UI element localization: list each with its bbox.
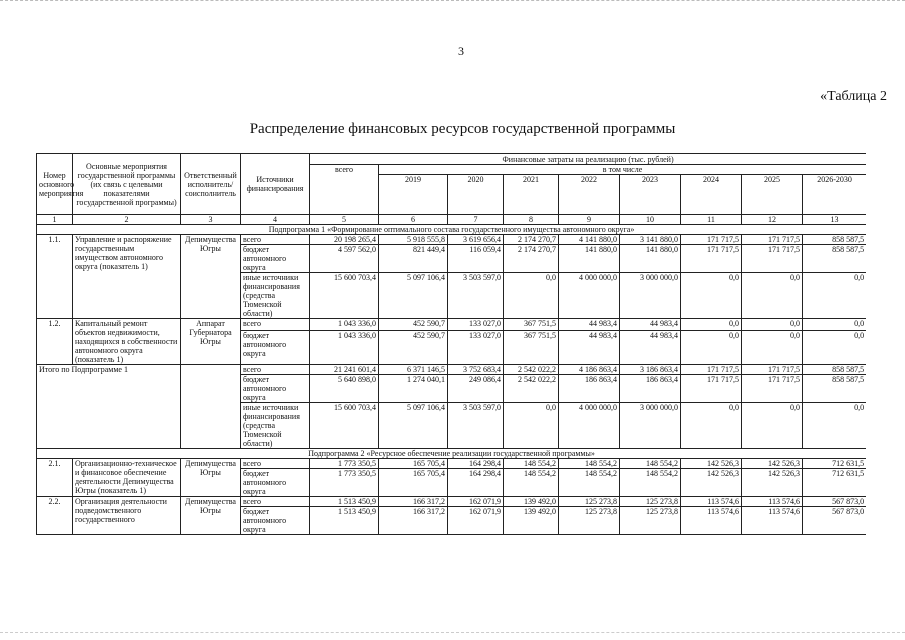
column-number: 7 (448, 215, 504, 225)
amount-cell: 166 317,2 (379, 507, 448, 535)
funding-source: бюджет автономного округа (241, 375, 310, 403)
amount-cell: 113 574,6 (742, 497, 803, 507)
amount-cell: 249 086,4 (448, 375, 504, 403)
amount-cell: 1 513 450,9 (310, 497, 379, 507)
event-number: 2.2. (37, 497, 73, 535)
amount-cell: 1 274 040,1 (379, 375, 448, 403)
table-row (37, 365, 867, 375)
amount-cell: 3 141 880,0 (620, 235, 681, 245)
amount-cell: 113 574,6 (681, 507, 742, 535)
amount-cell: 171 717,5 (742, 245, 803, 273)
column-number: 2 (73, 215, 181, 225)
funding-source: бюджет автономного округа (241, 469, 310, 497)
amount-cell: 0,0 (681, 319, 742, 331)
amount-cell: 148 554,2 (559, 459, 620, 469)
amount-cell: 116 059,4 (448, 245, 504, 273)
amount-cell: 141 880,0 (559, 245, 620, 273)
amount-cell: 139 492,0 (504, 497, 559, 507)
header-year: 2019 (379, 175, 448, 215)
column-number-row (37, 215, 867, 225)
column-number: 10 (620, 215, 681, 225)
amount-cell: 1 773 350,5 (310, 459, 379, 469)
subprogram-1-body (37, 235, 867, 449)
funding-source: иные источники финансирования (средства Тюменской области) (241, 273, 310, 319)
amount-cell: 171 717,5 (681, 375, 742, 403)
amount-cell: 3 752 683,4 (448, 365, 504, 375)
amount-cell: 113 574,6 (742, 507, 803, 535)
table-row (37, 459, 867, 469)
amount-cell: 44 983,4 (620, 319, 681, 331)
amount-cell: 0,0 (803, 331, 867, 365)
header-row-1 (37, 154, 867, 165)
subprogram-2-row (37, 449, 867, 459)
amount-cell: 142 526,3 (681, 469, 742, 497)
amount-cell: 3 503 597,0 (448, 403, 504, 449)
header-year: 2021 (504, 175, 559, 215)
event-name: Управление и распоряжение государственным имуществом автономного округа (показатель 1) (73, 235, 181, 319)
amount-cell: 0,0 (504, 403, 559, 449)
amount-cell: 4 597 562,0 (310, 245, 379, 273)
amount-cell: 165 705,4 (379, 469, 448, 497)
header-year: 2022 (559, 175, 620, 215)
amount-cell: 6 371 146,5 (379, 365, 448, 375)
column-number: 9 (559, 215, 620, 225)
amount-cell: 567 873,0 (803, 497, 867, 507)
subprogram-1-title: Подпрограмма 1 «Формирование оптимального состава государственного имущества автономного округа» (37, 225, 867, 235)
amount-cell: 452 590,7 (379, 319, 448, 331)
amount-cell: 171 717,5 (681, 365, 742, 375)
funding-source: иные источники финансирования (средства Тюменской области) (241, 403, 310, 449)
subprogram-1-row (37, 225, 867, 235)
amount-cell: 367 751,5 (504, 319, 559, 331)
amount-cell: 567 873,0 (803, 507, 867, 535)
funding-source: всего (241, 235, 310, 245)
funding-source: бюджет автономного округа (241, 245, 310, 273)
amount-cell: 186 863,4 (620, 375, 681, 403)
amount-cell: 148 554,2 (620, 459, 681, 469)
table-label: «Таблица 2 (820, 89, 887, 104)
executor-name: Депимущества Югры (181, 235, 241, 319)
amount-cell: 1 043 336,0 (310, 331, 379, 365)
amount-cell: 1 043 336,0 (310, 319, 379, 331)
header-year: 2020 (448, 175, 504, 215)
header-total: всего (310, 165, 379, 215)
amount-cell: 0,0 (742, 273, 803, 319)
amount-cell: 0,0 (681, 403, 742, 449)
amount-cell: 452 590,7 (379, 331, 448, 365)
amount-cell: 165 705,4 (379, 459, 448, 469)
amount-cell: 712 631,5 (803, 469, 867, 497)
event-name: Капитальный ремонт объектов недвижимости, находящихся в собственности автономного округа (показатель 1) (73, 319, 181, 365)
event-name: Организация деятельности подведомственного государственного (73, 497, 181, 535)
event-number: 1.2. (37, 319, 73, 365)
amount-cell: 44 983,4 (559, 319, 620, 331)
amount-cell: 148 554,2 (559, 469, 620, 497)
amount-cell: 133 027,0 (448, 319, 504, 331)
finance-table (36, 153, 866, 535)
amount-cell: 858 587,5 (803, 245, 867, 273)
amount-cell: 0,0 (803, 273, 867, 319)
amount-cell: 0,0 (803, 319, 867, 331)
amount-cell: 186 863,4 (559, 375, 620, 403)
amount-cell: 125 273,8 (620, 497, 681, 507)
amount-cell: 148 554,2 (504, 459, 559, 469)
funding-source: всего (241, 459, 310, 469)
amount-cell: 44 983,4 (559, 331, 620, 365)
amount-cell: 3 000 000,0 (620, 273, 681, 319)
amount-cell: 5 097 106,4 (379, 273, 448, 319)
amount-cell: 15 600 703,4 (310, 273, 379, 319)
funding-source: бюджет автономного округа (241, 331, 310, 365)
amount-cell: 20 198 265,4 (310, 235, 379, 245)
amount-cell: 0,0 (681, 273, 742, 319)
column-number: 4 (241, 215, 310, 225)
amount-cell: 2 542 022,2 (504, 365, 559, 375)
amount-cell: 44 983,4 (620, 331, 681, 365)
header-year: 2023 (620, 175, 681, 215)
header-incl: в том числе (379, 165, 867, 175)
amount-cell: 21 241 601,4 (310, 365, 379, 375)
amount-cell: 2 174 270,7 (504, 235, 559, 245)
page-number: 3 (458, 44, 464, 58)
scan-top-edge (0, 0, 905, 3)
total-label: Итого по Подпрограмме 1 (37, 365, 181, 449)
amount-cell: 4 186 863,4 (559, 365, 620, 375)
amount-cell: 3 186 863,4 (620, 365, 681, 375)
event-name: Организационно-техническое и финансовое обеспечение деятельности Депимущества Югры (показатель 1) (73, 459, 181, 497)
table-row (37, 319, 867, 331)
amount-cell: 0,0 (803, 403, 867, 449)
header-year: 2025 (742, 175, 803, 215)
amount-cell: 164 298,4 (448, 459, 504, 469)
amount-cell: 0,0 (504, 273, 559, 319)
column-number: 6 (379, 215, 448, 225)
funding-source: бюджет автономного округа (241, 507, 310, 535)
amount-cell: 171 717,5 (681, 235, 742, 245)
amount-cell: 5 640 898,0 (310, 375, 379, 403)
header-executor: Ответственный исполнитель/ соисполнитель (181, 154, 241, 215)
table-row (37, 235, 867, 245)
amount-cell: 858 587,5 (803, 235, 867, 245)
amount-cell: 2 542 022,2 (504, 375, 559, 403)
column-number: 11 (681, 215, 742, 225)
document-title: Распределение финансовых ресурсов государственной программы (249, 121, 676, 137)
amount-cell: 4 000 000,0 (559, 403, 620, 449)
amount-cell: 171 717,5 (681, 245, 742, 273)
executor-name: Аппарат Губернатора Югры (181, 319, 241, 365)
amount-cell: 3 503 597,0 (448, 273, 504, 319)
amount-cell: 1 773 350,5 (310, 469, 379, 497)
amount-cell: 125 273,8 (559, 497, 620, 507)
amount-cell: 858 587,5 (803, 375, 867, 403)
amount-cell: 162 071,9 (448, 497, 504, 507)
header-year: 2024 (681, 175, 742, 215)
column-number: 3 (181, 215, 241, 225)
amount-cell: 5 918 555,8 (379, 235, 448, 245)
funding-source: всего (241, 319, 310, 331)
amount-cell: 171 717,5 (742, 235, 803, 245)
amount-cell: 142 526,3 (742, 469, 803, 497)
amount-cell: 164 298,4 (448, 469, 504, 497)
amount-cell: 3 000 000,0 (620, 403, 681, 449)
table-row (37, 497, 867, 507)
amount-cell: 141 880,0 (620, 245, 681, 273)
finance-table-wrapper (36, 153, 866, 610)
column-number: 12 (742, 215, 803, 225)
amount-cell: 162 071,9 (448, 507, 504, 535)
header-fin-total: Финансовые затраты на реализацию (тыс. рублей) (310, 154, 867, 165)
amount-cell: 4 000 000,0 (559, 273, 620, 319)
amount-cell: 712 631,5 (803, 459, 867, 469)
amount-cell: 3 619 656,4 (448, 235, 504, 245)
amount-cell: 367 751,5 (504, 331, 559, 365)
amount-cell: 125 273,8 (620, 507, 681, 535)
funding-source: всего (241, 497, 310, 507)
amount-cell: 1 513 450,9 (310, 507, 379, 535)
amount-cell: 139 492,0 (504, 507, 559, 535)
amount-cell: 171 717,5 (742, 365, 803, 375)
executor-name: Депимущества Югры (181, 459, 241, 497)
amount-cell: 142 526,3 (742, 459, 803, 469)
amount-cell: 0,0 (742, 403, 803, 449)
amount-cell: 142 526,3 (681, 459, 742, 469)
amount-cell: 4 141 880,0 (559, 235, 620, 245)
amount-cell: 858 587,5 (803, 365, 867, 375)
amount-cell: 821 449,4 (379, 245, 448, 273)
amount-cell: 148 554,2 (504, 469, 559, 497)
header-year: 2026-2030 (803, 175, 867, 215)
subprogram-2-body (37, 459, 867, 535)
amount-cell: 125 273,8 (559, 507, 620, 535)
subprogram-2-title: Подпрограмма 2 «Ресурсное обеспечение реализации государственной программы» (37, 449, 867, 459)
column-number: 1 (37, 215, 73, 225)
amount-cell: 2 174 270,7 (504, 245, 559, 273)
funding-source: всего (241, 365, 310, 375)
column-number: 8 (504, 215, 559, 225)
amount-cell: 148 554,2 (620, 469, 681, 497)
header-source: Источники финансирования (241, 154, 310, 215)
executor-name: Депимущества Югры (181, 497, 241, 535)
amount-cell: 15 600 703,4 (310, 403, 379, 449)
header-num: Номер основного мероприятия (37, 154, 73, 215)
amount-cell: 133 027,0 (448, 331, 504, 365)
amount-cell: 171 717,5 (742, 375, 803, 403)
scan-bottom-edge (0, 632, 905, 635)
amount-cell: 166 317,2 (379, 497, 448, 507)
amount-cell: 0,0 (742, 331, 803, 365)
amount-cell: 0,0 (742, 319, 803, 331)
header-event: Основные мероприятия государственной программы (их связь с целевыми показателями государственной программы) (73, 154, 181, 215)
event-number: 1.1. (37, 235, 73, 319)
column-number: 13 (803, 215, 867, 225)
column-number: 5 (310, 215, 379, 225)
executor-cell (181, 365, 241, 449)
amount-cell: 5 097 106,4 (379, 403, 448, 449)
event-number: 2.1. (37, 459, 73, 497)
amount-cell: 113 574,6 (681, 497, 742, 507)
amount-cell: 0,0 (681, 331, 742, 365)
